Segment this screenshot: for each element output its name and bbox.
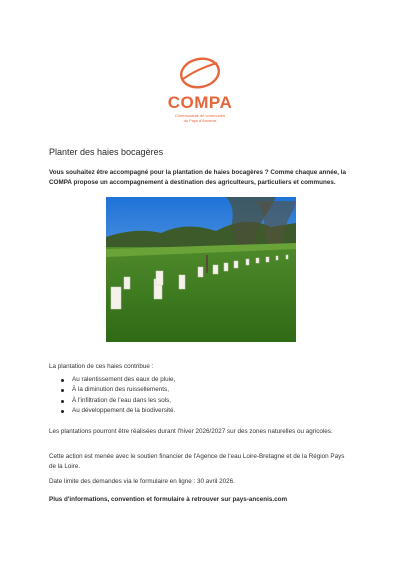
compa-logo	[160, 55, 240, 125]
hedge-plantation-photo	[106, 197, 296, 342]
compa-logo-swoosh-icon	[177, 55, 223, 91]
list-item: À l'infiltration de l'eau dans les sols,	[60, 396, 175, 406]
logo-subtitle-line2: du Pays d'Ancenis	[183, 118, 217, 123]
deadline-paragraph: Date limite des demandes via le formulaire en ligne : 30 avril 2026.	[49, 478, 235, 485]
logo-subtitle-line1: Communauté de communes	[174, 113, 226, 118]
list-item: Au développement de la biodiversité.	[60, 406, 175, 416]
list-item: Au ralentissement des eaux de pluie,	[60, 375, 175, 385]
funding-paragraph: Cette action est menée avec le soutien financier de l'Agence de l'eau Loire-Bretagne et de la Région Pays de la Loire.	[49, 453, 345, 470]
period-paragraph: Les plantations pourront être réalisées durant l'hiver 2026/2027 sur des zones naturelles ou agricoles.	[49, 428, 333, 435]
intro-paragraph: Vous souhaitez être accompagné pour la plantation de haies bocagères ? Comme chaque année, la COMPA propose un accompagnement à destination des agriculteurs, particuliers et communes.	[49, 169, 346, 186]
logo-wordmark: COMPA	[167, 93, 233, 112]
list-intro: La plantation de ces haies contribue :	[49, 363, 154, 370]
page-title: Planter des haies bocagères	[49, 147, 164, 157]
list-item: À la diminution des ruissellements,	[60, 385, 175, 395]
logo-subtitle	[160, 113, 240, 123]
benefits-list	[60, 375, 175, 416]
more-info-paragraph: Plus d'informations, convention et formulaire à retrouver sur pays-ancenis.com	[49, 496, 288, 503]
